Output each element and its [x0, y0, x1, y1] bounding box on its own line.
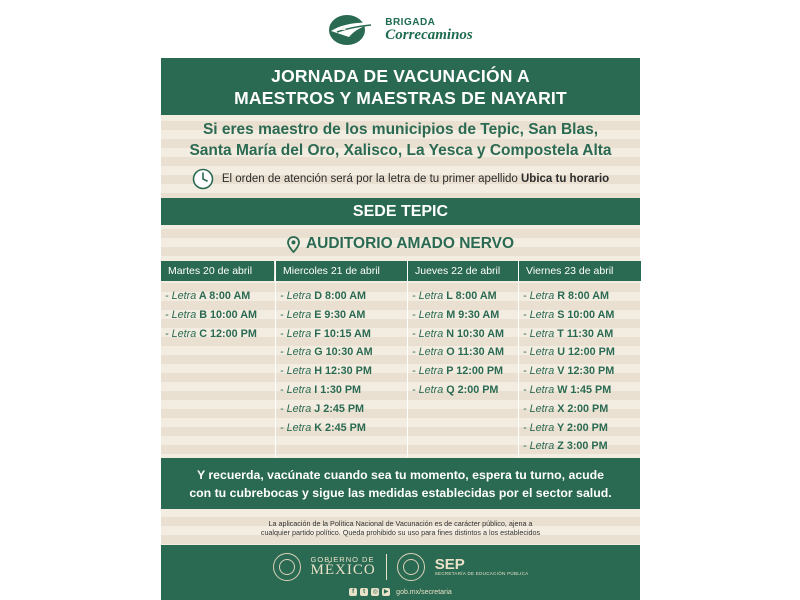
slot-letter: P — [446, 365, 454, 378]
legal-line-1: La aplicación de la Política Nacional de Vacunación es de carácter público, ajena a — [268, 518, 533, 528]
schedule-slot — [161, 325, 274, 344]
slot-letter: Q — [446, 383, 455, 396]
schedule-slots — [276, 281, 407, 437]
schedule-slot — [161, 306, 274, 325]
slot-time: 2:00 PM — [567, 421, 608, 434]
slot-prefix: - Letra — [412, 365, 444, 378]
legal-line-2: cualquier partido político. Queda prohibido su uso para fines distintos a los establecidos — [260, 528, 541, 537]
slot-prefix: - Letra — [523, 383, 555, 396]
schedule-slot — [519, 287, 641, 306]
slot-time: 2:00 PM — [567, 402, 609, 415]
venue-row — [161, 232, 640, 256]
slot-time: 1:45 PM — [570, 383, 612, 396]
schedule-slot — [408, 381, 518, 400]
vaccination-poster — [161, 58, 640, 600]
slot-letter: N — [446, 327, 455, 340]
slot-letter: B — [199, 308, 208, 321]
slot-prefix: - Letra — [280, 383, 312, 396]
schedule-day-header: Viernes 23 de abril — [519, 261, 641, 281]
schedule-column-tuesday — [161, 261, 274, 457]
reminder-line-1: Y recuerda, vacúnate cuando sea tu momento, espera tu turno, acude — [196, 467, 605, 482]
slot-time: 11:30 AM — [566, 327, 614, 340]
schedule-slot — [276, 400, 407, 419]
schedule-slot — [408, 306, 518, 325]
order-text — [222, 173, 609, 185]
brand-logo-inner — [327, 13, 473, 47]
schedule-slot — [519, 306, 641, 325]
slot-letter: U — [557, 346, 566, 359]
clock-icon — [192, 168, 214, 190]
slot-prefix: - Letra — [412, 290, 444, 302]
slot-time: 8:00 AM — [209, 290, 251, 302]
gobierno-line1: GOBIERNO DE — [310, 554, 375, 564]
brand-logo — [0, 8, 800, 52]
slot-prefix: - Letra — [280, 327, 312, 340]
footer-logos — [161, 551, 640, 583]
reminder-band — [161, 458, 640, 509]
slot-prefix: - Letra — [523, 346, 555, 359]
title-line-1: JORNADA DE VACUNACIÓN A — [271, 65, 530, 86]
slot-prefix: - Letra — [523, 365, 555, 378]
slot-time: 8:00 AM — [568, 290, 610, 302]
brand-text — [385, 18, 473, 43]
title-line-2: MAESTROS Y MAESTRAS DE NAYARIT — [234, 87, 567, 108]
slot-letter: S — [557, 308, 565, 321]
slot-prefix: - Letra — [523, 440, 555, 453]
slot-time: 2:00 PM — [457, 383, 499, 396]
schedule-slot — [519, 362, 641, 381]
schedule-day-header: Martes 20 de abril — [161, 261, 274, 281]
slot-prefix: - Letra — [280, 308, 312, 321]
slot-prefix: - Letra — [523, 290, 555, 302]
slot-time: 9:30 AM — [324, 308, 366, 321]
schedule-slots — [408, 281, 518, 400]
schedule-slot — [276, 287, 407, 306]
mexico-seal-icon — [273, 553, 301, 581]
slot-time: 8:00 AM — [325, 290, 367, 302]
legal-notice — [161, 512, 640, 544]
schedule-slot — [276, 325, 407, 344]
slot-letter: X — [557, 402, 565, 415]
instagram-icon[interactable]: ◎ — [372, 589, 378, 595]
slot-letter: L — [446, 290, 453, 302]
facebook-icon[interactable]: f — [349, 588, 357, 596]
schedule-slot — [519, 437, 641, 456]
footer-divider — [386, 554, 387, 580]
slot-letter: O — [446, 346, 455, 359]
slot-time: 12:00 PM — [210, 327, 257, 340]
slot-time: 10:00 AM — [210, 308, 258, 321]
reminder-line-2: con tu cubrebocas y sigue las medidas establecidas por el sector salud. — [189, 485, 612, 500]
slot-prefix: - Letra — [523, 402, 555, 415]
sede-band — [161, 198, 640, 225]
slot-prefix: - Letra — [280, 365, 312, 378]
slot-prefix: - Letra — [165, 290, 197, 302]
schedule-column-wednesday — [275, 261, 407, 457]
brand-bird-icon — [327, 13, 379, 47]
intro-text — [161, 118, 640, 162]
slot-letter: E — [314, 308, 322, 321]
footer-band — [161, 545, 640, 600]
schedule-column-thursday — [407, 261, 518, 457]
slot-letter: Y — [557, 421, 565, 434]
schedule-day-header: Miercoles 21 de abril — [276, 261, 407, 281]
schedule-slot — [276, 419, 407, 438]
slot-letter: Z — [557, 440, 564, 453]
slot-prefix: - Letra — [280, 421, 312, 434]
sep-line1: SEP — [434, 556, 465, 574]
schedule-slot — [408, 362, 518, 381]
brand-line2: Correcaminos — [385, 26, 473, 43]
slot-time: 1:30 PM — [320, 383, 362, 396]
location-pin-icon — [287, 236, 300, 253]
schedule-slot — [161, 287, 274, 306]
slot-prefix: - Letra — [280, 346, 312, 359]
intro-line-1: Si eres maestro de los municipios de Tepic, San Blas, — [202, 121, 599, 138]
intro-line-2: Santa María del Oro, Xalisco, La Yesca y Compostela Alta — [189, 142, 612, 159]
slot-letter: W — [557, 383, 568, 396]
slot-time: 12:00 PM — [568, 346, 615, 359]
slot-letter: C — [199, 327, 208, 340]
youtube-icon[interactable]: ▶ — [383, 589, 389, 595]
schedule-day-header: Jueves 22 de abril — [408, 261, 518, 281]
slot-prefix: - Letra — [412, 346, 444, 359]
footer-url[interactable]: gob.mx/secretaria — [396, 588, 452, 596]
slot-time: 2:45 PM — [323, 402, 365, 415]
schedule-slot — [519, 381, 641, 400]
sede-title: SEDE TEPIC — [352, 202, 449, 220]
schedule-slot — [519, 419, 641, 438]
slot-letter: F — [314, 327, 321, 340]
slot-prefix: - Letra — [523, 327, 555, 340]
gobierno-logo — [311, 556, 376, 579]
slot-letter: M — [446, 308, 456, 321]
slot-letter: K — [314, 421, 323, 434]
slot-prefix: - Letra — [165, 308, 197, 321]
slot-prefix: - Letra — [280, 402, 312, 415]
slot-time: 10:30 AM — [457, 327, 505, 340]
schedule-slot — [519, 400, 641, 419]
schedule-slot — [408, 343, 518, 362]
sep-line2: SECRETARÍA DE EDUCACIÓN PÚBLICA — [434, 571, 529, 577]
slot-letter: H — [314, 365, 323, 378]
slot-letter: A — [198, 290, 207, 302]
schedule-slot — [276, 362, 407, 381]
venue-name: AUDITORIO AMADO NERVO — [305, 235, 515, 252]
sep-seal-icon — [397, 553, 425, 581]
social-links — [161, 586, 640, 598]
slot-letter: T — [557, 327, 564, 340]
slot-letter: D — [314, 290, 323, 302]
schedule-table — [161, 261, 640, 457]
schedule-slot — [519, 343, 641, 362]
schedule-slots — [161, 281, 274, 343]
schedule-column-friday — [518, 261, 641, 457]
slot-prefix: - Letra — [412, 327, 444, 340]
order-text-main: El orden de atención será por la letra de tu primer apellido — [221, 173, 518, 185]
slot-time: 2:45 PM — [325, 421, 366, 434]
schedule-slot — [276, 381, 407, 400]
slot-time: 11:30 AM — [457, 346, 505, 359]
slot-time: 12:30 PM — [567, 365, 615, 378]
slot-time: 10:30 AM — [325, 346, 373, 359]
slot-time: 10:15 AM — [323, 327, 371, 340]
slot-time: 12:00 PM — [456, 365, 504, 378]
twitter-icon[interactable]: t — [360, 588, 368, 596]
slot-prefix: - Letra — [523, 421, 555, 434]
slot-letter: J — [314, 402, 321, 415]
slot-time: 3:00 PM — [566, 440, 608, 453]
order-notice — [161, 166, 640, 192]
schedule-slots — [519, 281, 641, 456]
title-band — [161, 58, 640, 115]
slot-letter: V — [557, 365, 565, 378]
slot-letter: I — [314, 383, 318, 396]
slot-time: 8:00 AM — [455, 290, 497, 302]
slot-letter: R — [557, 290, 566, 302]
schedule-slot — [408, 325, 518, 344]
slot-time: 10:00 AM — [567, 308, 615, 321]
schedule-slot — [408, 287, 518, 306]
schedule-slot — [519, 325, 641, 344]
slot-prefix: - Letra — [165, 327, 197, 340]
sep-logo — [435, 557, 529, 577]
slot-prefix: - Letra — [523, 308, 555, 321]
schedule-slot — [276, 306, 407, 325]
slot-letter: G — [314, 346, 323, 359]
slot-prefix: - Letra — [280, 290, 312, 302]
order-text-bold: Ubica tu horario — [521, 173, 610, 185]
slot-prefix: - Letra — [412, 308, 444, 321]
gobierno-line2: MÉXICO — [310, 562, 376, 579]
slot-time: 12:30 PM — [325, 365, 372, 378]
slot-prefix: - Letra — [412, 383, 444, 396]
slot-time: 9:30 AM — [458, 308, 500, 321]
brand-line1: BRIGADA — [385, 16, 436, 28]
schedule-slot — [276, 343, 407, 362]
